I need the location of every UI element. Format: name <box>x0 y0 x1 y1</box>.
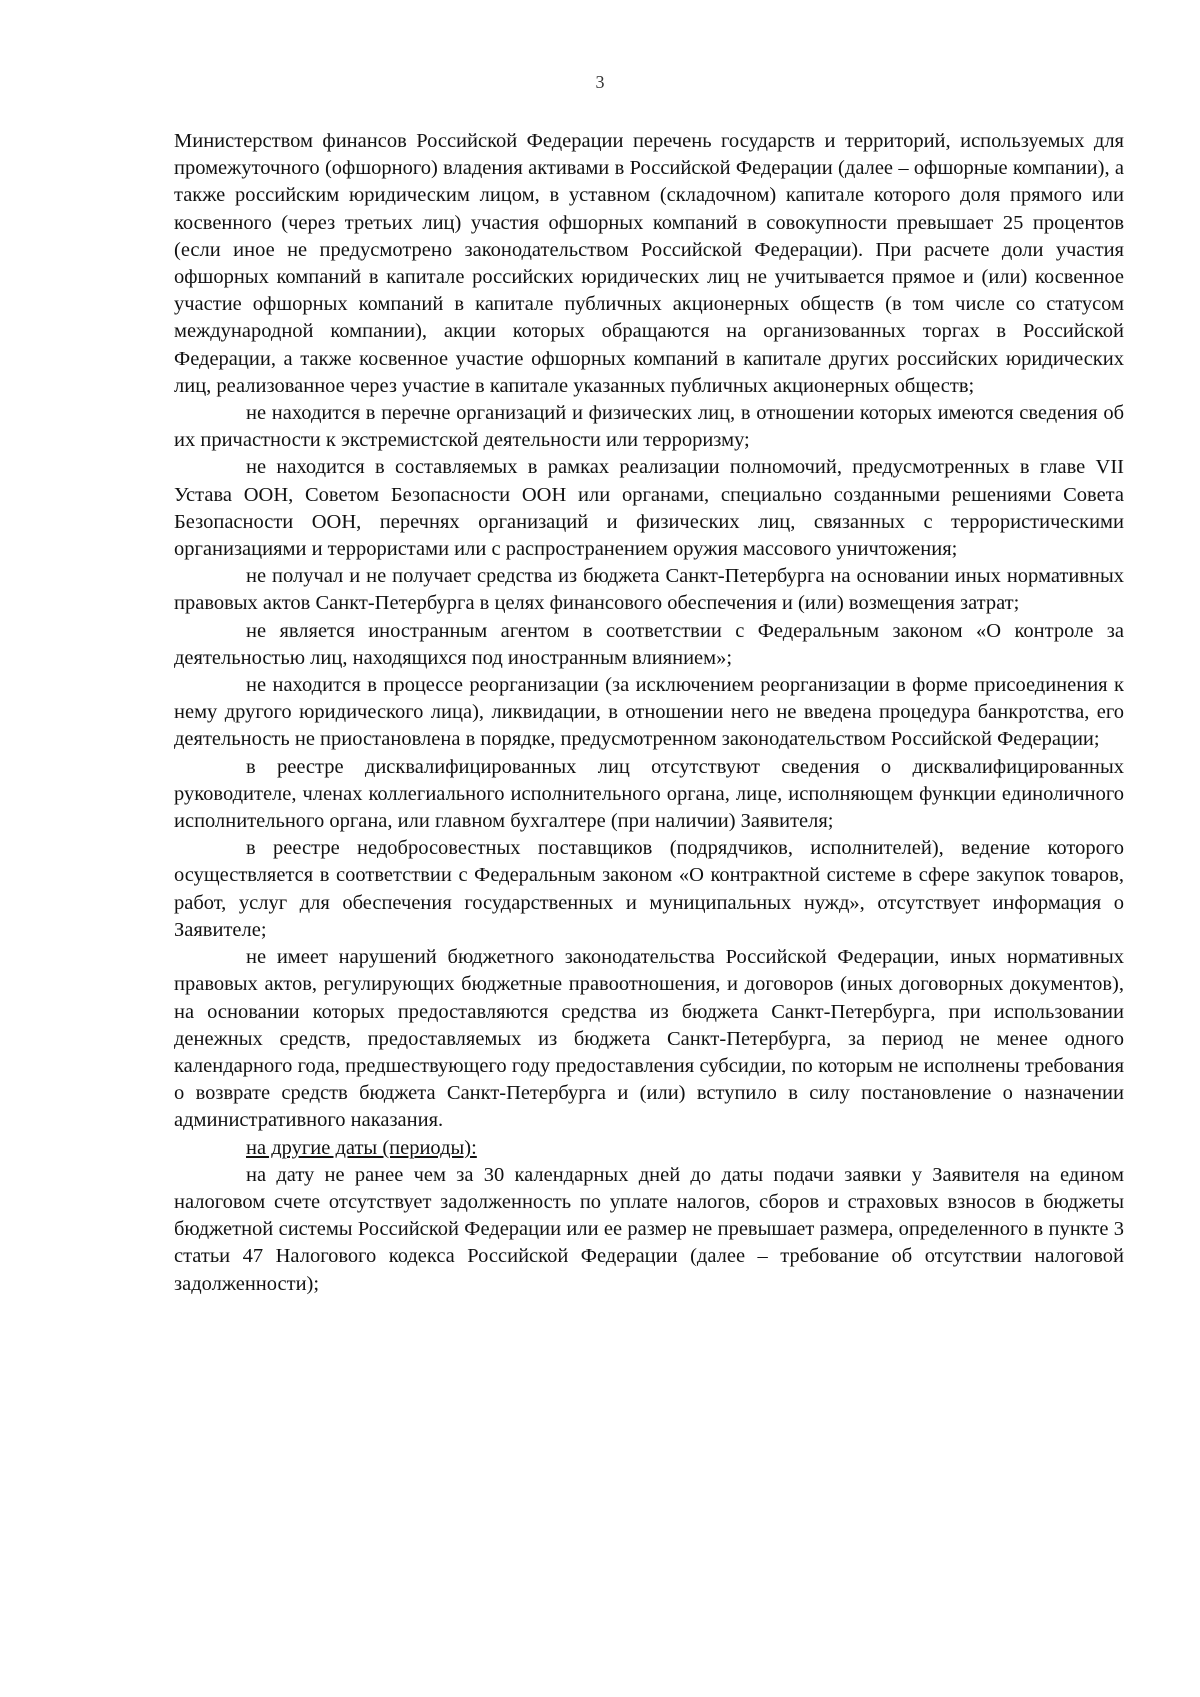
paragraph-budget-violations: не имеет нарушений бюджетного законодательства Российской Федерации, иных нормативных правовых актов, регулирующих бюджетные правоотношения, и договоров (иных договорных документов), на основании которых предоставляются средства из бюджета Санкт-Петербурга, при использовании денежных средств, предоставляемых из бюджета Санкт-Петербурга, за период не менее одного календарного года, предшествующего году предоставления субсидии, по которым не исполнены требования о возврате средств бюджета Санкт-Петербурга и (или) вступило в силу постановление о назначении административного наказания. <box>174 946 1124 1132</box>
paragraph-un-security-council-list: не находится в составляемых в рамках реализации полномочий, предусмотренных в главе VII Устава ООН, Советом Безопасности ООН или органами, специально созданными решениями Совета Безопасности ООН, перечнях организаций и физических лиц, связанных с террористическими организациями и террористами или с распространением оружия массового уничтожения; <box>174 456 1124 561</box>
paragraph-reorganization: не находится в процессе реорганизации (за исключением реорганизации в форме присоединения к нему другого юридического лица), ликвидации, в отношении него не введена процедура банкротства, его деятельность не приостановлена в порядке, предусмотренном законодательством Российской Федерации; <box>174 674 1124 751</box>
paragraph-no-other-budget-funds: не получал и не получает средства из бюджета Санкт-Петербурга на основании иных нормативных правовых актов Санкт-Петербурга в целях финансового обеспечения и (или) возмещения затрат; <box>174 565 1124 615</box>
paragraph-foreign-agent: не является иностранным агентом в соответствии с Федеральным законом «О контроле за деятельностью лиц, находящихся под иностранным влиянием»; <box>174 619 1124 669</box>
paragraph-other-dates-heading <box>174 1135 1124 1162</box>
paragraph-unfair-suppliers: в реестре недобросовестных поставщиков (подрядчиков, исполнителей), ведение которого осуществляется в соответствии с Федеральным законом «О контрактной системе в сфере закупок товаров, работ, услуг для обеспечения государственных и муниципальных нужд», отсутствует информация о Заявителе; <box>174 837 1124 941</box>
paragraph-disqualified-persons: в реестре дисквалифицированных лиц отсутствуют сведения о дисквалифицированных руководителе, членах коллегиального исполнительного органа, лице, исполняющем функции единоличного исполнительного органа, или главном бухгалтере (при наличии) Заявителя; <box>174 755 1124 833</box>
other-dates-heading: на другие даты (периоды): <box>246 1136 477 1159</box>
paragraph-tax-debt: на дату не ранее чем за 30 календарных дней до даты подачи заявки у Заявителя на едином налоговом счете отсутствует задолженность по уплате налогов, сборов и страховых взносов в бюджеты бюджетной системы Российской Федерации или ее размер не превышает размера, определенного в пункте 3 статьи 47 Налогового кодекса Российской Федерации (далее – требование об отсутствии налоговой задолженности); <box>174 1163 1124 1295</box>
document-body <box>174 128 1124 1298</box>
paragraph-offshore-companies: Министерством финансов Российской Федерации перечень государств и территорий, используемых для промежуточного (офшорного) владения активами в Российской Федерации (далее – офшорные компании), а также российским юридическим лицом, в уставном (складочном) капитале которого доля прямого или косвенного (через третьих лиц) участия офшорных компаний в совокупности превышает 25 процентов (если иное не предусмотрено законодательством Российской Федерации). При расчете доли участия офшорных компаний в капитале российских юридических лиц не учитывается прямое и (или) косвенное участие офшорных компаний в капитале публичных акционерных обществ (в том числе со статусом международной компании), акции которых обращаются на организованных торгах в Российской Федерации, а также косвенное участие офшорных компаний в капитале других российских юридических лиц, реализованное через участие в капитале указанных публичных акционерных обществ; <box>174 130 1124 397</box>
page-number: 3 <box>595 72 605 92</box>
paragraph-extremism-list: не находится в перечне организаций и физических лиц, в отношении которых имеются сведения об их причастности к экстремистской деятельности или терроризму; <box>174 402 1124 452</box>
